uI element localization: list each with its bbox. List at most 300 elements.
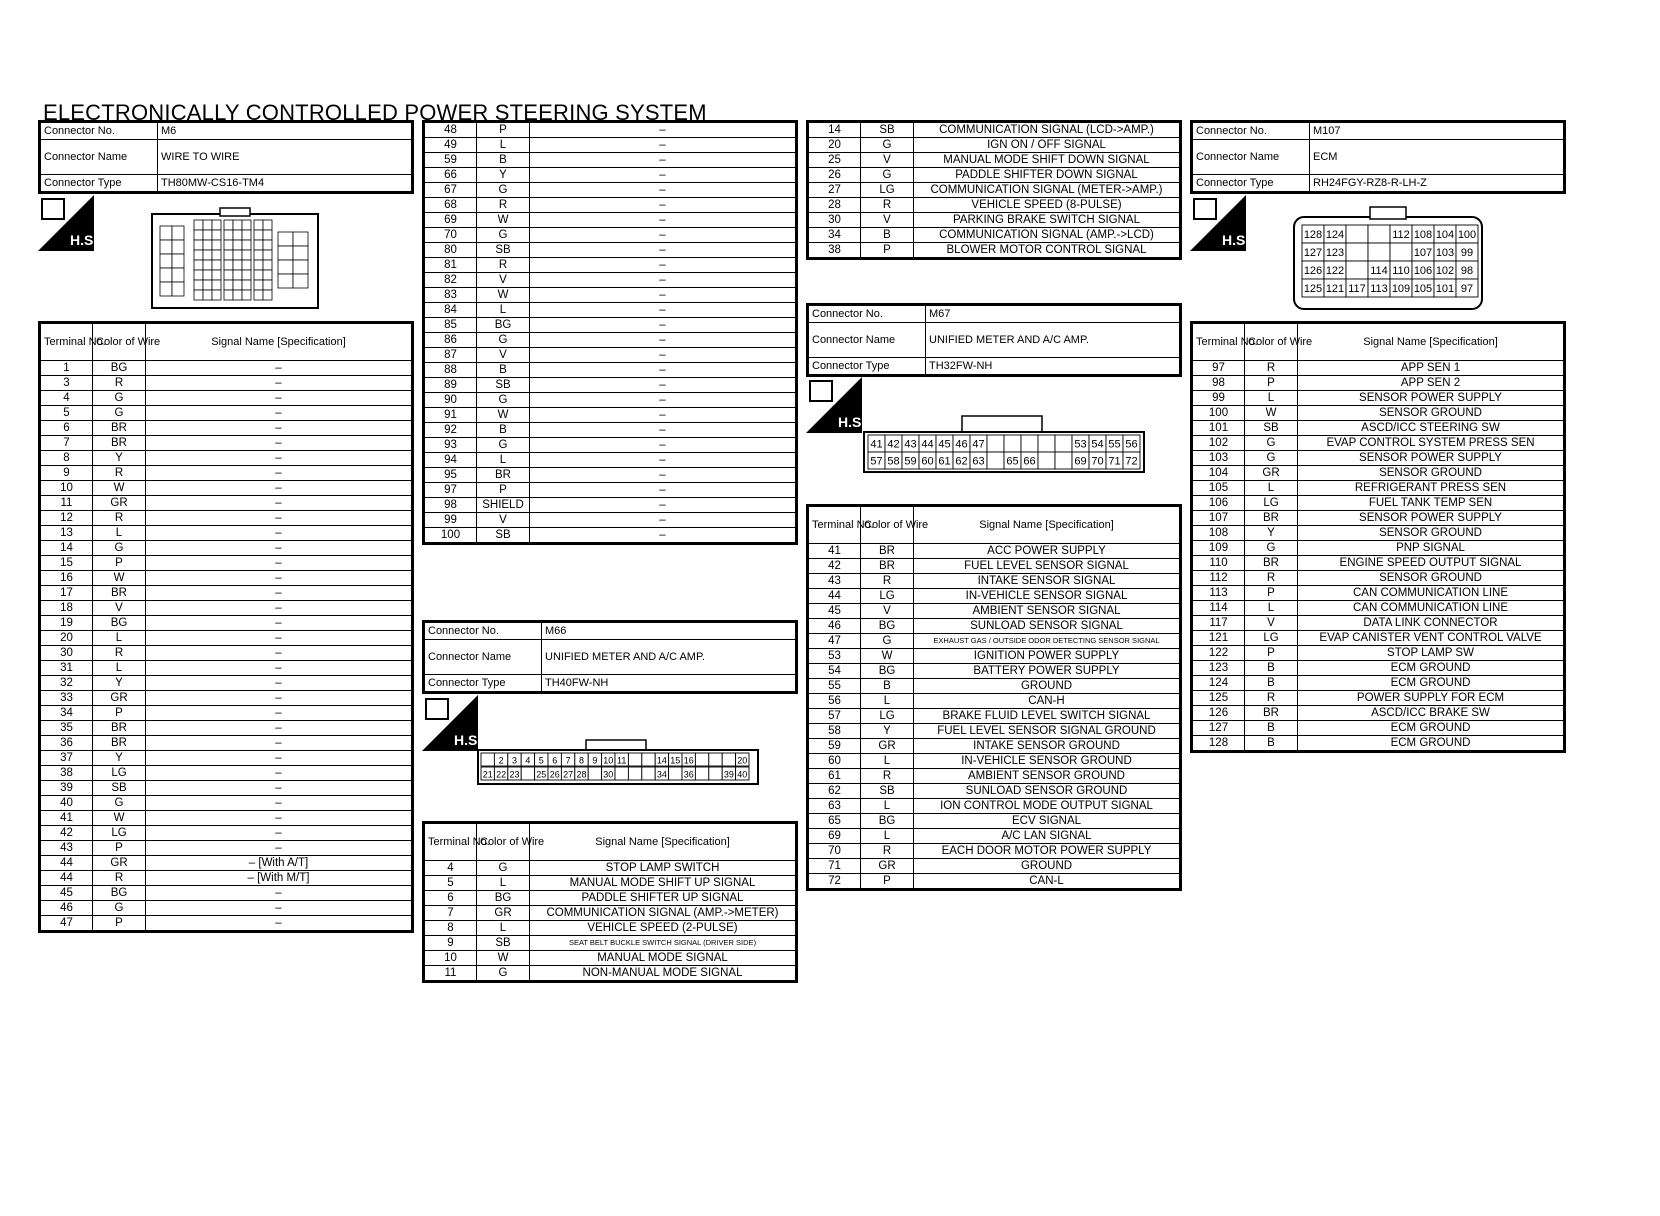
terminal-no: 32 <box>40 676 93 691</box>
table-row <box>808 213 1181 228</box>
table-row <box>424 936 797 951</box>
signal-name: EVAP CONTROL SYSTEM PRESS SEN <box>1298 436 1565 451</box>
signal-name: – <box>146 631 413 646</box>
connector-name-label: Connector Name <box>808 323 926 358</box>
terminal-no: 83 <box>424 288 477 303</box>
terminal-no: 86 <box>424 333 477 348</box>
wire-color: L <box>93 526 146 541</box>
wire-color: L <box>861 829 914 844</box>
terminal-no: 108 <box>1192 526 1245 541</box>
wire-color: BR <box>93 436 146 451</box>
table-row <box>40 916 413 932</box>
table-row <box>808 544 1181 559</box>
terminal-no: 41 <box>808 544 861 559</box>
wire-color: BR <box>93 736 146 751</box>
pin-number: 6 <box>552 755 558 766</box>
wire-color: L <box>1245 391 1298 406</box>
table-row <box>808 138 1181 153</box>
terminal-no: 70 <box>808 844 861 859</box>
table-row <box>40 406 413 421</box>
table-row <box>40 886 413 901</box>
table-row <box>424 183 797 198</box>
signal-name: – <box>146 796 413 811</box>
terminal-no: 62 <box>808 784 861 799</box>
pin-number: 122 <box>1325 265 1345 277</box>
table-row <box>808 679 1181 694</box>
terminal-no: 40 <box>40 796 93 811</box>
table-row <box>808 589 1181 604</box>
pin-cell <box>293 232 308 246</box>
wire-color: GR <box>477 906 530 921</box>
signal-name: – <box>530 408 797 423</box>
signal-name: ENGINE SPEED OUTPUT SIGNAL <box>1298 556 1565 571</box>
table-row <box>40 481 413 496</box>
signal-name: FUEL LEVEL SENSOR SIGNAL GROUND <box>914 724 1181 739</box>
table-row <box>1192 616 1565 631</box>
pin-number: 45 <box>938 438 951 451</box>
wire-color: BG <box>477 318 530 333</box>
table-row <box>808 709 1181 724</box>
wire-color: SB <box>477 936 530 951</box>
terminal-no: 16 <box>40 571 93 586</box>
table-row <box>808 814 1181 829</box>
table-row <box>424 243 797 258</box>
pin-cell <box>242 220 251 230</box>
signal-name: – <box>530 138 797 153</box>
pin-cell <box>709 767 722 780</box>
pin-number: 47 <box>972 438 985 451</box>
pin-cell <box>172 268 184 282</box>
pin-cell <box>224 270 233 280</box>
signal-name: – <box>530 393 797 408</box>
pin-cell <box>263 270 272 280</box>
connector-no-value: M66 <box>542 622 797 640</box>
table-row <box>424 438 797 453</box>
signal-name: CAN-L <box>914 874 1181 890</box>
terminal-no-header: Terminal No. <box>808 506 861 544</box>
pin-number: 106 <box>1413 265 1433 277</box>
wire-color: BR <box>93 721 146 736</box>
pin-number: 125 <box>1303 283 1323 295</box>
wire-color: LG <box>861 709 914 724</box>
pin-number: 105 <box>1413 283 1433 295</box>
svg-text:H.S.: H.S. <box>838 414 866 430</box>
pin-cell <box>224 290 233 300</box>
wire-color: LG <box>1245 496 1298 511</box>
pin-number: 28 <box>576 769 587 780</box>
terminal-no: 59 <box>808 739 861 754</box>
table-row <box>424 303 797 318</box>
wire-color: G <box>93 541 146 556</box>
signal-name: COMMUNICATION SIGNAL (METER->AMP.) <box>914 183 1181 198</box>
signal-name: NON-MANUAL MODE SIGNAL <box>530 966 797 982</box>
table-row <box>40 376 413 391</box>
svg-text:H.S.: H.S. <box>70 232 98 248</box>
signal-name: CAN COMMUNICATION LINE <box>1298 586 1565 601</box>
connector-name-label: Connector Name <box>1192 140 1310 175</box>
pin-cell <box>293 274 308 288</box>
wire-color: P <box>93 841 146 856</box>
table-row <box>424 138 797 153</box>
table-row <box>40 436 413 451</box>
connector-type-value: TH32FW-NH <box>926 358 1181 376</box>
table-row <box>40 601 413 616</box>
terminal-no: 56 <box>808 694 861 709</box>
pin-number: 107 <box>1413 247 1433 259</box>
pin-cell <box>722 753 735 766</box>
signal-name: – <box>146 916 413 932</box>
pin-number: 98 <box>1460 265 1474 277</box>
terminal-no: 121 <box>1192 631 1245 646</box>
signal-name: – <box>146 646 413 661</box>
pin-number: 21 <box>482 769 493 780</box>
signal-name: – <box>146 406 413 421</box>
terminal-no: 97 <box>424 483 477 498</box>
table-row <box>808 574 1181 589</box>
wire-color: R <box>861 574 914 589</box>
terminal-no: 122 <box>1192 646 1245 661</box>
wire-color: LG <box>93 826 146 841</box>
terminal-no: 113 <box>1192 586 1245 601</box>
signal-name: INTAKE SENSOR SIGNAL <box>914 574 1181 589</box>
pin-number: 100 <box>1457 229 1477 241</box>
terminal-no: 87 <box>424 348 477 363</box>
table-row <box>808 754 1181 769</box>
wire-color: Y <box>1245 526 1298 541</box>
signal-name: GROUND <box>914 679 1181 694</box>
wire-color: GR <box>1245 466 1298 481</box>
pin-cell <box>212 260 221 270</box>
pin-number: 101 <box>1435 283 1455 295</box>
connector-name-label: Connector Name <box>40 140 158 175</box>
signal-name: – <box>146 526 413 541</box>
terminal-no: 125 <box>1192 691 1245 706</box>
terminal-no: 88 <box>424 363 477 378</box>
pin-cell <box>242 280 251 290</box>
pin-cell <box>1390 243 1412 261</box>
signal-name: – <box>530 438 797 453</box>
signal-name: – <box>146 901 413 916</box>
pin-cell <box>233 250 242 260</box>
signal-name: – <box>146 841 413 856</box>
terminal-no-header: Terminal No. <box>40 323 93 361</box>
pin-number: 114 <box>1370 265 1388 277</box>
table-row <box>808 153 1181 168</box>
pin-cell <box>233 240 242 250</box>
wire-color: LG <box>93 766 146 781</box>
pin-cell <box>254 250 263 260</box>
pin-cell <box>194 250 203 260</box>
pin-number: 55 <box>1108 438 1121 451</box>
signal-name: COMMUNICATION SIGNAL (AMP.->LCD) <box>914 228 1181 243</box>
table-row <box>40 691 413 706</box>
signal-name: – <box>530 288 797 303</box>
table-row <box>424 408 797 423</box>
terminal-no: 43 <box>40 841 93 856</box>
pin-number: 108 <box>1413 229 1433 241</box>
signal-name: EVAP CANISTER VENT CONTROL VALVE <box>1298 631 1565 646</box>
table-row <box>1192 436 1565 451</box>
wire-color: W <box>477 213 530 228</box>
terminal-no: 117 <box>1192 616 1245 631</box>
terminal-no: 49 <box>424 138 477 153</box>
wire-color: V <box>477 348 530 363</box>
pin-cell <box>224 230 233 240</box>
table-row <box>424 333 797 348</box>
pin-number: 70 <box>1091 455 1104 468</box>
table-row <box>808 784 1181 799</box>
wire-color: L <box>93 631 146 646</box>
table-row <box>808 799 1181 814</box>
signal-name: ASCD/ICC BRAKE SW <box>1298 706 1565 721</box>
pin-cell <box>160 254 172 268</box>
pin-cell <box>254 240 263 250</box>
signal-name: – <box>530 303 797 318</box>
pin-cell <box>263 260 272 270</box>
table-row <box>1192 706 1565 721</box>
terminal-no: 44 <box>40 871 93 886</box>
table-row <box>808 724 1181 739</box>
terminal-no: 123 <box>1192 661 1245 676</box>
table-row <box>424 363 797 378</box>
pin-cell <box>242 270 251 280</box>
terminal-no: 93 <box>424 438 477 453</box>
terminal-no: 44 <box>40 856 93 871</box>
wire-color: GR <box>861 859 914 874</box>
pin-number: 61 <box>938 455 951 468</box>
column-1-pins <box>38 321 414 933</box>
pin-number: 34 <box>656 769 667 780</box>
terminal-no: 39 <box>40 781 93 796</box>
signal-name: MANUAL MODE SHIFT UP SIGNAL <box>530 876 797 891</box>
pin-number: 121 <box>1325 283 1345 295</box>
terminal-no: 100 <box>424 528 477 544</box>
pin-cell <box>293 246 308 260</box>
pin-cell <box>172 254 184 268</box>
pin-cell <box>242 240 251 250</box>
table-row <box>1192 601 1565 616</box>
table-row <box>808 829 1181 844</box>
wire-color: G <box>477 393 530 408</box>
connector-m6-diagram <box>150 208 320 310</box>
wire-color: BR <box>477 468 530 483</box>
signal-name: SEAT BELT BUCKLE SWITCH SIGNAL (DRIVER SIDE) <box>530 936 797 951</box>
signal-name: – <box>530 258 797 273</box>
table-row <box>424 273 797 288</box>
terminal-no: 99 <box>1192 391 1245 406</box>
column-2 <box>422 120 798 545</box>
table-row <box>1192 376 1565 391</box>
pin-number: 71 <box>1108 455 1121 468</box>
terminal-no: 59 <box>424 153 477 168</box>
terminal-no: 66 <box>424 168 477 183</box>
table-row <box>40 526 413 541</box>
signal-name: – <box>530 153 797 168</box>
wire-color: G <box>1245 436 1298 451</box>
signal-name: – <box>530 348 797 363</box>
wire-color: W <box>93 571 146 586</box>
signal-name: ACC POWER SUPPLY <box>914 544 1181 559</box>
table-row <box>1192 526 1565 541</box>
signal-name: – <box>146 391 413 406</box>
signal-name: APP SEN 1 <box>1298 361 1565 376</box>
table-row <box>40 631 413 646</box>
pin-number: 22 <box>496 769 507 780</box>
table-row <box>808 694 1181 709</box>
terminal-no: 53 <box>808 649 861 664</box>
terminal-no: 41 <box>40 811 93 826</box>
connector-type-label: Connector Type <box>1192 175 1310 193</box>
pin-number: 53 <box>1074 438 1087 451</box>
table-row <box>40 751 413 766</box>
pin-cell <box>203 260 212 270</box>
wire-color: P <box>861 874 914 890</box>
signal-name: – <box>530 453 797 468</box>
wire-color: SB <box>477 243 530 258</box>
wire-color: SB <box>93 781 146 796</box>
terminal-no: 47 <box>40 916 93 932</box>
pin-cell <box>242 290 251 300</box>
wire-color: B <box>477 153 530 168</box>
pin-cell <box>1368 225 1390 243</box>
pin-cell <box>669 767 682 780</box>
wire-color: L <box>861 694 914 709</box>
terminal-no: 46 <box>40 901 93 916</box>
pin-cell <box>1004 435 1021 452</box>
signal-name: – <box>146 586 413 601</box>
table-row <box>1192 511 1565 526</box>
signal-name: PARKING BRAKE SWITCH SIGNAL <box>914 213 1181 228</box>
wire-color: P <box>477 122 530 138</box>
pin-number: 46 <box>955 438 968 451</box>
connector-no-label: Connector No. <box>424 622 542 640</box>
wire-color: G <box>93 406 146 421</box>
terminal-no: 69 <box>424 213 477 228</box>
table-row <box>40 856 413 871</box>
signal-name: ECV SIGNAL <box>914 814 1181 829</box>
wire-color: G <box>93 901 146 916</box>
signal-name: PADDLE SHIFTER DOWN SIGNAL <box>914 168 1181 183</box>
wire-color: GR <box>861 739 914 754</box>
table-row <box>40 466 413 481</box>
pin-cell <box>242 230 251 240</box>
table-row <box>808 243 1181 259</box>
page-title: ELECTRONICALLY CONTROLLED POWER STEERING SYSTEM <box>43 100 707 125</box>
wire-color: Y <box>861 724 914 739</box>
connector-no-label: Connector No. <box>808 305 926 323</box>
terminal-no: 57 <box>808 709 861 724</box>
signal-name: – [With M/T] <box>146 871 413 886</box>
pin-cell <box>521 767 534 780</box>
signal-name: SENSOR GROUND <box>1298 406 1565 421</box>
signal-name: – <box>146 541 413 556</box>
table-row <box>808 859 1181 874</box>
pin-cell <box>212 280 221 290</box>
wire-color: BG <box>861 664 914 679</box>
pin-table-m67 <box>806 504 1182 891</box>
signal-name: DATA LINK CONNECTOR <box>1298 616 1565 631</box>
terminal-no: 20 <box>808 138 861 153</box>
wire-color: BG <box>861 619 914 634</box>
terminal-no: 7 <box>424 906 477 921</box>
pin-cell <box>278 260 293 274</box>
pin-cell <box>263 220 272 230</box>
wire-color: LG <box>1245 631 1298 646</box>
wire-color: R <box>861 844 914 859</box>
wire-color: G <box>477 438 530 453</box>
wire-color: P <box>1245 376 1298 391</box>
table-row <box>40 496 413 511</box>
wire-color: R <box>1245 571 1298 586</box>
connector-name-value: UNIFIED METER AND A/C AMP. <box>926 323 1181 358</box>
signal-name: SUNLOAD SENSOR GROUND <box>914 784 1181 799</box>
pin-cell <box>695 753 708 766</box>
pin-cell <box>212 240 221 250</box>
terminal-no: 10 <box>40 481 93 496</box>
wire-color: R <box>93 466 146 481</box>
pin-number: 97 <box>1460 283 1474 295</box>
table-row <box>40 451 413 466</box>
wire-color: SB <box>861 122 914 138</box>
terminal-no: 33 <box>40 691 93 706</box>
table-row <box>1192 466 1565 481</box>
pin-cell <box>160 268 172 282</box>
pin-table-m107 <box>1190 321 1566 753</box>
wire-color: G <box>861 138 914 153</box>
table-row <box>424 213 797 228</box>
pin-cell <box>254 220 263 230</box>
pin-cell <box>1038 452 1055 469</box>
table-row <box>808 198 1181 213</box>
pin-cell <box>172 226 184 240</box>
wire-color: LG <box>861 589 914 604</box>
signal-name: BLOWER MOTOR CONTROL SIGNAL <box>914 243 1181 259</box>
column-1 <box>38 120 414 194</box>
connector-name-value: ECM <box>1310 140 1565 175</box>
terminal-no: 110 <box>1192 556 1245 571</box>
signal-name: AMBIENT SENSOR GROUND <box>914 769 1181 784</box>
terminal-no: 13 <box>40 526 93 541</box>
terminal-no: 5 <box>40 406 93 421</box>
table-row <box>40 646 413 661</box>
terminal-no: 6 <box>40 421 93 436</box>
pin-number: 60 <box>921 455 934 468</box>
pin-number: 7 <box>565 755 571 766</box>
signal-name: SENSOR GROUND <box>1298 571 1565 586</box>
table-row <box>808 619 1181 634</box>
signal-name: – <box>530 243 797 258</box>
signal-name: SENSOR POWER SUPPLY <box>1298 511 1565 526</box>
wire-color: G <box>477 183 530 198</box>
terminal-no-header: Terminal No. <box>1192 323 1245 361</box>
terminal-no: 27 <box>808 183 861 198</box>
pin-number: 2 <box>498 755 504 766</box>
wire-color: G <box>861 168 914 183</box>
signal-name: – <box>146 781 413 796</box>
table-row <box>424 318 797 333</box>
wire-color: BG <box>93 361 146 376</box>
wire-color: Y <box>93 751 146 766</box>
pin-cell <box>628 753 641 766</box>
terminal-no: 98 <box>424 498 477 513</box>
signal-name: – [With A/T] <box>146 856 413 871</box>
table-row <box>40 766 413 781</box>
wire-color: P <box>93 916 146 932</box>
pin-number: 57 <box>870 455 883 468</box>
terminal-no: 127 <box>1192 721 1245 736</box>
signal-name: – <box>530 483 797 498</box>
wire-color: L <box>477 876 530 891</box>
